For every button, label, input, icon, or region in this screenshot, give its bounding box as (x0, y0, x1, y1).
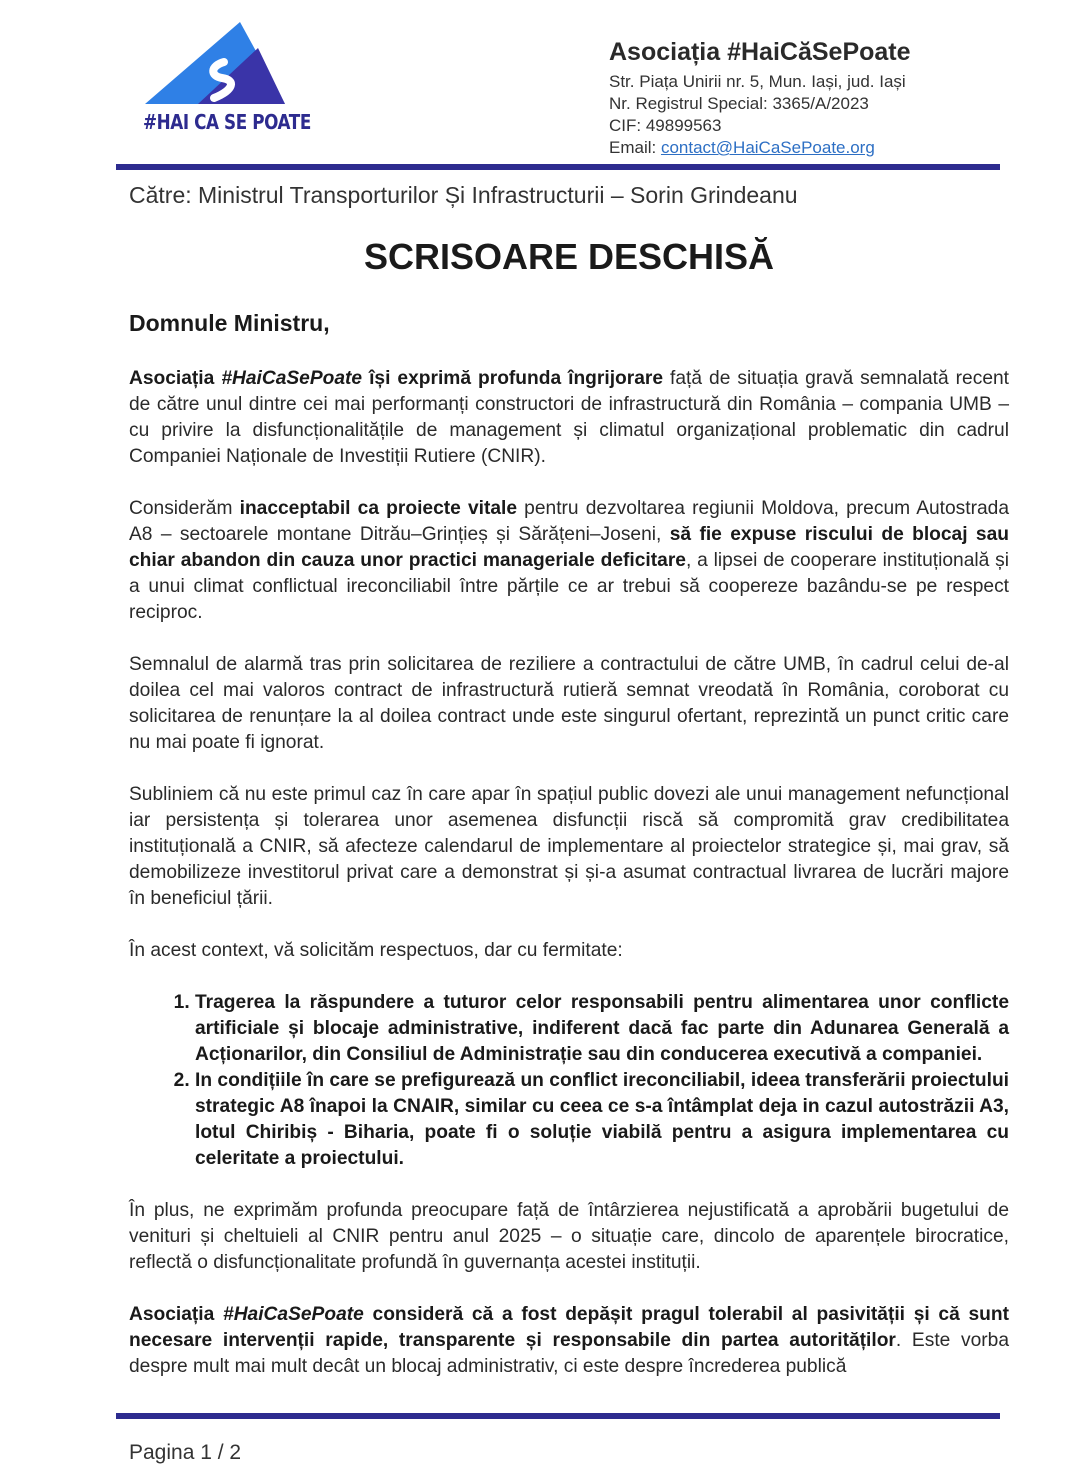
email-link[interactable]: contact@HaiCaSePoate.org (660, 138, 875, 157)
letter-body (129, 366, 1009, 1406)
list-item: 1. Tragerea la răspundere a tuturor celor responsabili pentru alimentarea unor conflicte artificiale și blocaje administrative, indiferent dacă fac parte din Adunarea Generală a Acționarilor, din Consiliul de Administrație sau din conducerea executivă a companiei. (195, 990, 1009, 1068)
email-label: Email: (609, 138, 661, 157)
paragraph-5: În acest context, vă solicităm respectuos, dar cu fermitate: (129, 940, 623, 961)
footer-divider (116, 1413, 1000, 1419)
salutation: Domnule Ministru, (129, 310, 330, 336)
paragraph-2: Considerăm inacceptabil ca proiecte vitale pentru dezvoltarea regiunii Moldova, precum Autostrada A8 – sectoarele montane Ditrău–Grințieș și Sărățeni–Joseni, să fie expuse riscului de blocaj sau chiar abandon din cauza unor practici manageriale deficitare, a lipsei de cooperare instituțională și a unui climat conflictual ireconciliabil între părțile ce ar trebui să coopereze bazându-se pe respect reciproc. (129, 498, 1009, 623)
paragraph-1: Asociația #HaiCaSePoate își exprimă profunda îngrijorare față de situația gravă semnalată recent de către unul dintre cei mai performanți constructori de infrastructură din România – compania UMB – cu privire la disfuncționalitățile de management și climatul organizațional problematic din cadrul Companiei Naționale de Investiții Rutiere (CNIR). (129, 368, 1009, 467)
org-name: Asociația #HaiCăSePoate (609, 38, 911, 66)
mountain-logo-icon (140, 18, 290, 108)
org-registry: Nr. Registrul Special: 3365/A/2023 (609, 94, 869, 113)
header-divider (116, 164, 1000, 170)
list-item: 2. In condițiile în care se prefigurează un conflict ireconciliabil, ideea transferării proiectului strategic A8 înapoi la CNAIR, similar cu ceea ce s-a întâmplat deja in cazul autostrăzii A3, lotul Chiribiș - Biharia, poate fi o soluție viabilă pentru a asigura implementarea cu celeritate a proiectului. (195, 1068, 1009, 1172)
org-header (609, 37, 911, 159)
logo (140, 18, 311, 143)
recipient: Către: Ministrul Transporturilor Și Infrastructurii – Sorin Grindeanu (129, 182, 798, 208)
org-cif: CIF: 49899563 (609, 116, 722, 135)
page-title: SCRISOARE DESCHISĂ (363, 236, 775, 277)
paragraph-4: Subliniem că nu este primul caz în care apar în spațiul public dovezi ale unui management nefuncțional iar persistența și tolerarea unor asemenea disfuncții riscă să compromită grav credibilitatea instituțională a CNIR, să afecteze calendarul de implementare al proiectelor strategice și, mai grav, să demobilizeze investitorul privat care a demonstrat și și-a asumat contractual livrarea de lucrări majore în beneficiul țării. (129, 784, 1009, 909)
paragraph-3: Semnalul de alarmă tras prin solicitarea de reziliere a contractului de către UMB, în cadrul celui de-al doilea cel mai valoros contract de infrastructură rutieră semnat vreodată în România, coroborat cu solicitarea de renunțare la al doilea contract unde este singurul ofertant, reprezintă un punct critic care nu mai poate fi ignorat. (129, 654, 1009, 753)
paragraph-7: Asociația #HaiCaSePoate consideră că a fost depășit pragul tolerabil al pasivității și că sunt necesare intervenții rapide, transparente și responsabile din partea autorităților. Este vorba despre mult mai mult decât un blocaj administrativ, ci este despre încrederea publică (129, 1304, 1010, 1377)
paragraph-6: În plus, ne exprimăm profunda preocupare față de întârzierea nejustificată a aprobării bugetului de venituri și cheltuieli al CNIR pentru anul 2025 – o situație care, dincolo de aparențele birocratice, reflectă o disfuncționalitate profundă în guvernanța acestei instituții. (129, 1200, 1009, 1273)
org-email-line (609, 137, 911, 159)
requests-list (129, 990, 1009, 1172)
org-address: Str. Piața Unirii nr. 5, Mun. Iași, jud. Iași (609, 72, 906, 91)
logo-text: #HAI CA SE POATE (143, 110, 311, 134)
page-number: Pagina 1 / 2 (129, 1441, 242, 1464)
